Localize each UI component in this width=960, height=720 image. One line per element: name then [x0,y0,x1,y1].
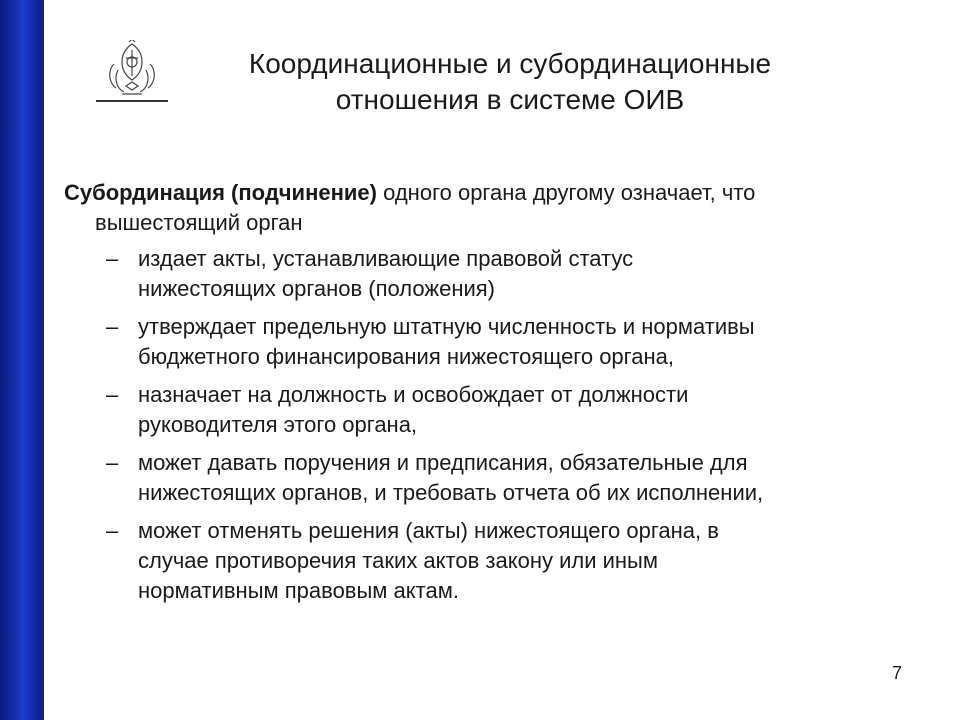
bullet-dash: – [106,314,119,339]
list-item [64,244,864,304]
lead-continuation: вышестоящий орган [95,210,303,235]
list-item-line: издает акты, устанавливающие правовой статус [138,246,634,271]
list-item [64,516,864,606]
list-item [64,312,864,372]
list-item-line: нижестоящих органов (положения) [138,276,495,301]
lead-term: Субординация (подчинение) [64,180,377,205]
lead-text: одного органа другому означает, что [376,180,756,205]
list-item-line: нормативным правовым актам. [138,578,459,603]
emblem-logo-icon [96,40,168,102]
slide-body [64,178,864,614]
list-item-line: может давать поручения и предписания, обязательные для [138,450,748,475]
list-item-line: нижестоящих органов, и требовать отчета об их исполнении, [138,480,764,505]
bullet-dash: – [106,246,119,271]
list-item-line: утверждает предельную штатную численность и нормативы [138,314,755,339]
list-item [64,448,864,508]
list-item-line: назначает на должность и освобождает от должности [138,382,689,407]
bullet-dash: – [106,518,119,543]
slide-title [190,46,830,118]
bullet-dash: – [106,450,119,475]
list-item-line: бюджетного финансирования нижестоящего органа, [138,344,674,369]
list-item-line: случае противоречия таких актов закону или иным [138,548,658,573]
bullet-list [64,244,864,606]
title-line-2: отношения в системе ОИВ [335,84,685,115]
left-accent-bar-edge [41,0,44,720]
list-item [64,380,864,440]
title-line-1: Координационные и субординационные [248,48,772,79]
list-item-line: может отменять решения (акты) нижестоящего органа, в [138,518,719,543]
list-item-line: руководителя этого органа, [138,412,418,437]
left-accent-bar [0,0,41,720]
bullet-dash: – [106,382,119,407]
page-number: 7 [891,663,902,683]
lead-paragraph [64,178,864,208]
logo-underline [96,100,168,102]
